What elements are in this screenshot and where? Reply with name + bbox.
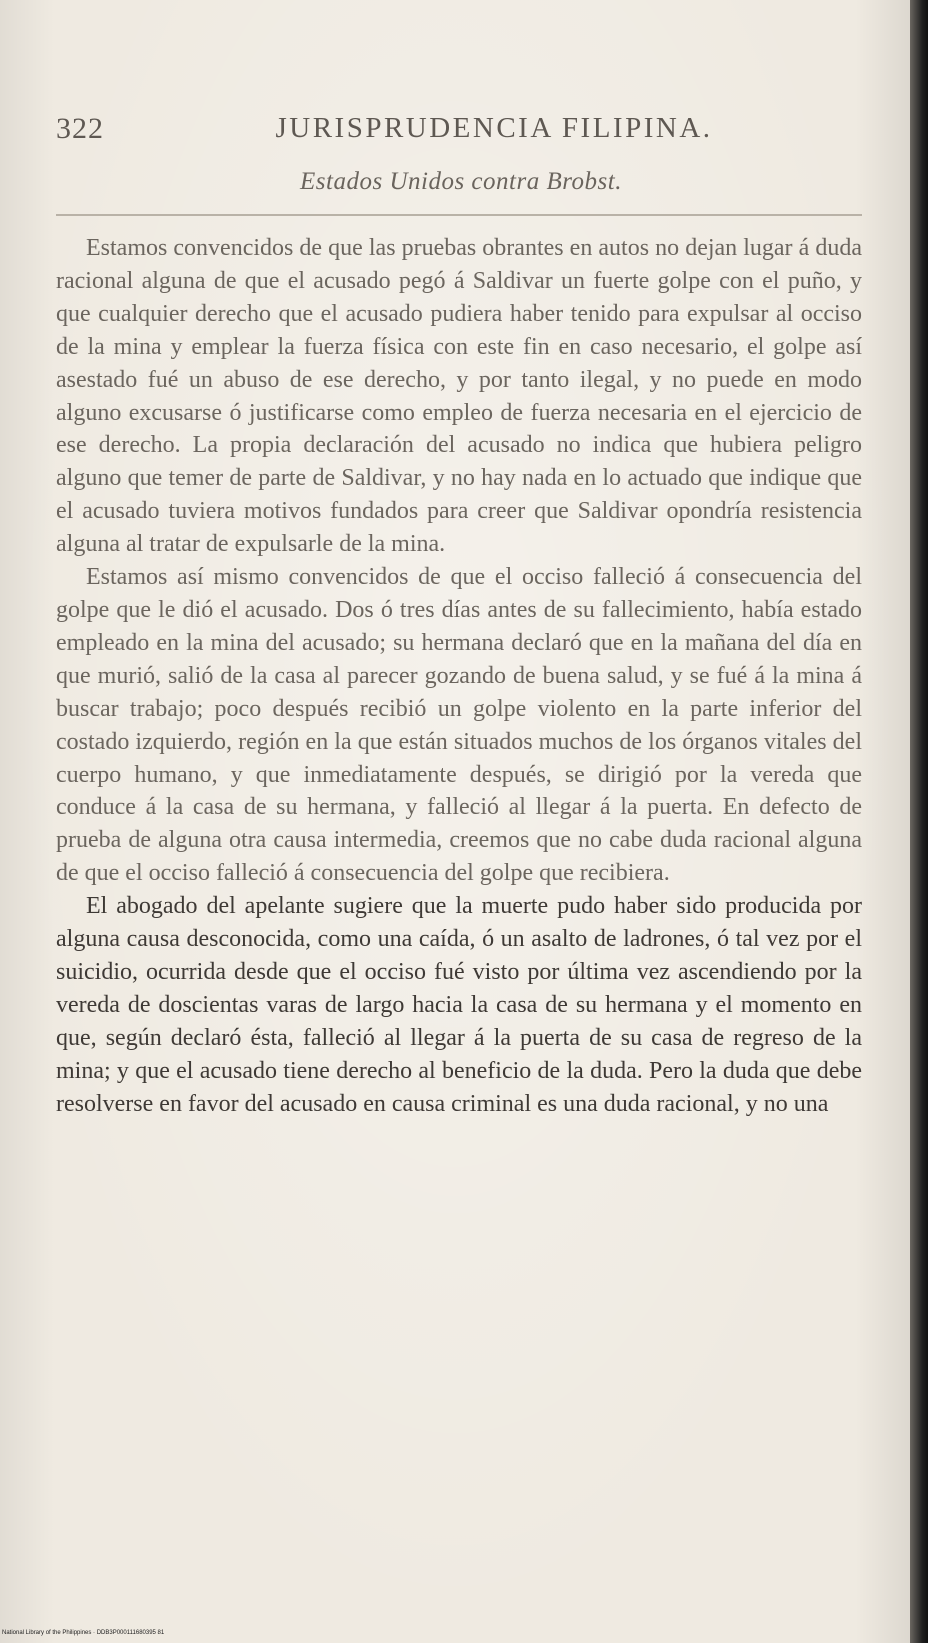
- body-text: [56, 232, 862, 1120]
- paragraph-1: Estamos convencidos de que las pruebas obrantes en autos no dejan lugar á duda racional alguna de que el acusado pegó á Saldivar un fuerte golpe con el puño, y que cualquier derecho que el acusado pudiera haber tenido para expulsar al occiso de la mina y emplear la fuerza física con este fin en caso necesario, el golpe así asestado fué un abuso de ese derecho, y por tanto ilegal, y no puede en modo alguno excusarse ó justificarse como empleo de fuerza necesaria en el ejercicio de ese derecho. La propia declaración del acusado no indica que hubiera peligro alguno que temer de parte de Saldivar, y no hay nada en lo actuado que indique que el acusado tuviera motivos fundados para creer que Saldivar opondría resistencia alguna al tratar de expulsarle de la mina.: [56, 235, 862, 558]
- paragraph-2: Estamos así mismo convencidos de que el occiso falleció á consecuencia del golpe que le dió el acusado. Dos ó tres días antes de su fallecimiento, había estado empleado en la mina del acusado; su hermana declaró que en la mañana del día en que murió, salió de la casa al parecer gozando de buena salud, y se fué á la mina á buscar trabajo; poco después recibió un golpe violento en la parte inferior del costado izquierdo, región en la que están situados muchos de los órganos vitales del cuerpo humano, y que inmediatamente después, se dirigió por la vereda que conduce á la casa de su hermana, y falleció al llegar á la puerta. En defecto de prueba de alguna otra causa intermedia, creemos que no cabe duda racional alguna de que el occiso falleció á consecuencia del golpe que recibiera.: [56, 564, 862, 887]
- case-title: Estados Unidos contra Brobst.: [300, 168, 622, 195]
- page-header: [56, 112, 866, 160]
- page-edge-shadow: [910, 0, 928, 1643]
- header-divider: [56, 214, 862, 216]
- running-title: JURISPRUDENCIA FILIPINA.: [275, 112, 713, 144]
- scan-credit: National Library of the Philippines · DDB3P000111680395 81: [2, 1630, 165, 1636]
- paragraph-3: El abogado del apelante sugiere que la muerte pudo haber sido producida por alguna causa desconocida, como una caída, ó un asalto de ladrones, ó tal vez por el suicidio, ocurrida desde que el occiso fué visto por última vez ascendiendo por la vereda de doscientas varas de largo hacia la casa de su hermana y el momento en que, según declaró ésta, falleció al llegar á la puerta de su casa de regreso de la mina; y que el acusado tiene derecho al beneficio de la duda. Pero la duda que debe resolverse en favor del acusado en causa criminal es una duda racional, y no una: [56, 893, 862, 1117]
- page-number: 322: [56, 112, 104, 145]
